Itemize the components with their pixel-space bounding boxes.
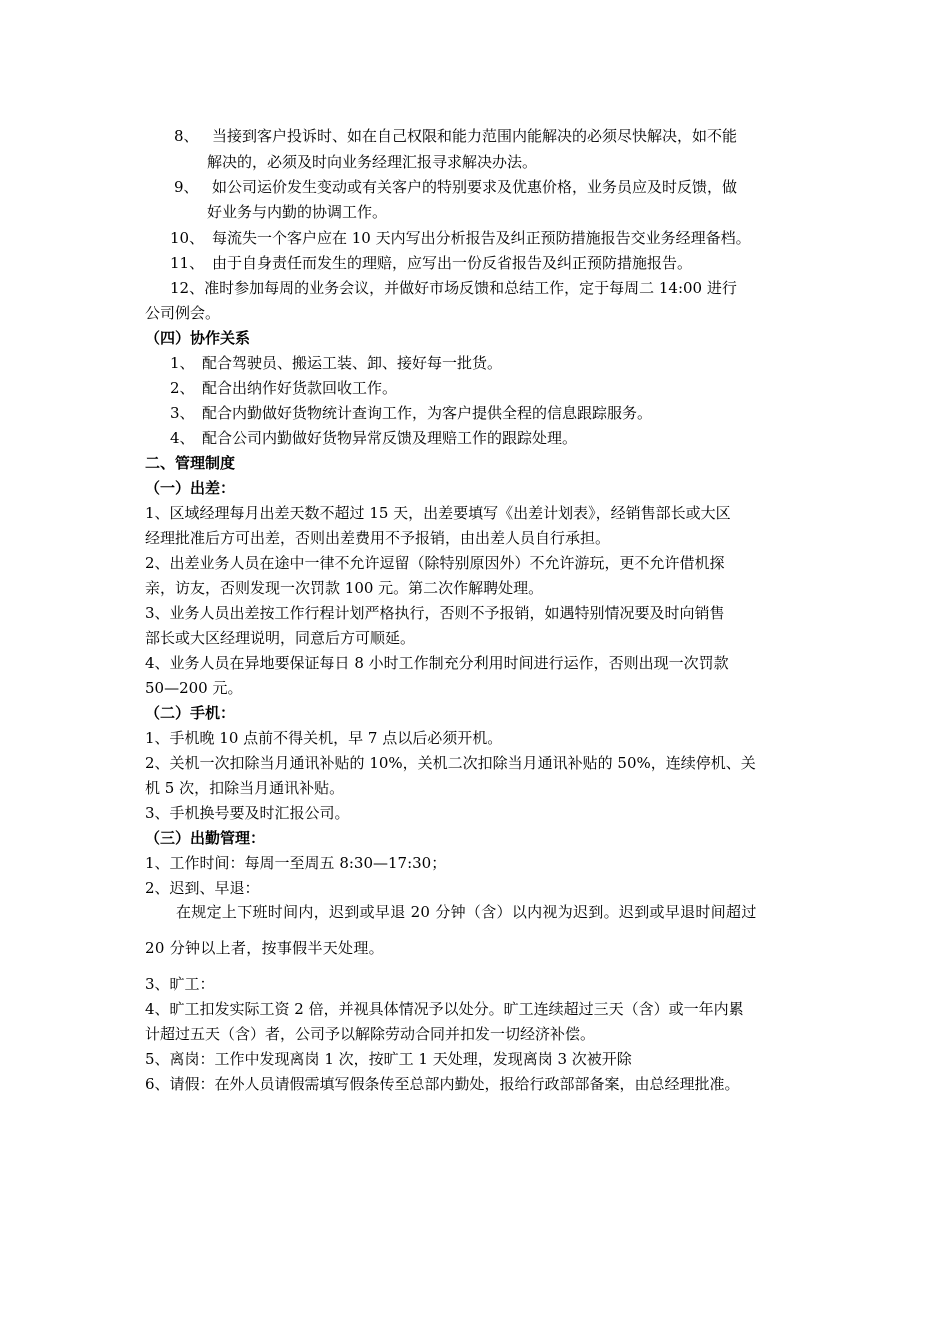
item-text: 如公司运价发生变动或有关客户的特别要求及优惠价格，业务员应及时反馈，做 bbox=[212, 178, 738, 196]
attendance-rule-5: 5、离岗：工作中发现离岗 1 次，按旷工 1 天处理，发现离岗 3 次被开除 bbox=[145, 1050, 632, 1068]
travel-rule-4-cont: 50—200 元。 bbox=[145, 679, 243, 697]
duty-item-12-cont: 公司例会。 bbox=[145, 304, 221, 322]
item-text: 配合出纳作好货款回收工作。 bbox=[202, 379, 398, 397]
phone-rule-2: 2、关机一次扣除当月通讯补贴的 10%，关机二次扣除当月通讯补贴的 50%，连续停机、关 bbox=[145, 754, 756, 772]
item-text: 当接到客户投诉时、如在自己权限和能力范围内能解决的必须尽快解决，如不能 bbox=[212, 127, 738, 145]
travel-rule-1: 1、区域经理每月出差天数不超过 15 天，出差要填写《出差计划表》，经销售部长或大区 bbox=[145, 504, 731, 522]
attendance-rule-2: 2、迟到、早退： bbox=[145, 879, 260, 897]
item-number: 9、 bbox=[174, 178, 199, 196]
travel-rule-2: 2、出差业务人员在途中一律不允许逗留（除特别原因外）不允许游玩，更不允许借机探 bbox=[145, 554, 725, 572]
attendance-rule-3: 3、旷工： bbox=[145, 975, 215, 993]
attendance-rule-2-body-cont: 20 分钟以上者，按事假半天处理。 bbox=[145, 939, 384, 957]
management-heading: 二、管理制度 bbox=[145, 454, 236, 472]
travel-rule-4: 4、业务人员在异地要保证每日 8 小时工作制充分利用时间进行运作，否则出现一次罚款 bbox=[145, 654, 729, 672]
attendance-rule-4-cont: 计超过五天（含）者，公司予以解除劳动合同并扣发一切经济补偿。 bbox=[145, 1025, 596, 1043]
duty-item-9-cont: 好业务与内勤的协调工作。 bbox=[207, 203, 388, 221]
item-text: 由于自身责任而发生的理赔，应写出一份反省报告及纠正预防措施报告。 bbox=[212, 254, 693, 272]
duty-item-8 bbox=[174, 126, 737, 146]
attendance-heading: （三）出勤管理： bbox=[145, 829, 266, 847]
item-number: 8、 bbox=[174, 127, 199, 145]
cooperation-heading: （四）协作关系 bbox=[145, 329, 251, 347]
item-number: 4、 bbox=[170, 429, 195, 447]
item-text: 配合公司内勤做好货物异常反馈及理赔工作的跟踪处理。 bbox=[202, 429, 578, 447]
duty-item-10 bbox=[170, 228, 751, 248]
cooperation-item-1 bbox=[170, 353, 502, 373]
travel-rule-2-cont: 亲，访友，否则发现一次罚款 100 元。第二次作解聘处理。 bbox=[145, 579, 544, 597]
item-number: 10、 bbox=[170, 229, 205, 247]
travel-heading: （一）出差： bbox=[145, 479, 236, 497]
duty-item-9 bbox=[174, 177, 737, 197]
travel-rule-3-cont: 部长或大区经理说明，同意后方可顺延。 bbox=[145, 629, 416, 647]
travel-rule-1-cont: 经理批准后方可出差，否则出差费用不予报销，由出差人员自行承担。 bbox=[145, 529, 611, 547]
phone-heading: （二）手机： bbox=[145, 704, 236, 722]
item-number: 1、 bbox=[170, 354, 195, 372]
attendance-rule-2-body: 在规定上下班时间内，迟到或早退 20 分钟（含）以内视为迟到。迟到或早退时间超过 bbox=[176, 903, 757, 921]
duty-item-8-cont: 解决的，必须及时向业务经理汇报寻求解决办法。 bbox=[207, 153, 538, 171]
attendance-rule-4: 4、旷工扣发实际工资 2 倍，并视具体情况予以处分。旷工连续超过三天（含）或一年内累 bbox=[145, 1000, 744, 1018]
item-number: 2、 bbox=[170, 379, 195, 397]
item-number: 3、 bbox=[170, 404, 195, 422]
item-text: 配合驾驶员、搬运工装、卸、接好每一批货。 bbox=[202, 354, 503, 372]
cooperation-item-4 bbox=[170, 428, 577, 448]
item-text: 配合内勤做好货物统计查询工作，为客户提供全程的信息跟踪服务。 bbox=[202, 404, 653, 422]
attendance-rule-1: 1、工作时间：每周一至周五 8:30—17:30； bbox=[145, 854, 447, 872]
phone-rule-2-cont: 机 5 次，扣除当月通讯补贴。 bbox=[145, 779, 345, 797]
cooperation-item-3 bbox=[170, 403, 652, 423]
item-text: 每流失一个客户应在 10 天内写出分析报告及纠正预防措施报告交业务经理备档。 bbox=[212, 229, 751, 247]
attendance-rule-6: 6、请假：在外人员请假需填写假条传至总部内勤处，报给行政部部备案，由总经理批准。 bbox=[145, 1075, 740, 1093]
duty-item-12: 12、准时参加每周的业务会议，并做好市场反馈和总结工作，定于每周二 14:00 进行 bbox=[170, 279, 737, 297]
travel-rule-3: 3、业务人员出差按工作行程计划严格执行，否则不予报销，如遇特别情况要及时向销售 bbox=[145, 604, 725, 622]
phone-rule-3: 3、手机换号要及时汇报公司。 bbox=[145, 804, 350, 822]
duty-item-11 bbox=[170, 253, 692, 273]
item-number: 11、 bbox=[170, 254, 205, 272]
cooperation-item-2 bbox=[170, 378, 397, 398]
phone-rule-1: 1、手机晚 10 点前不得关机，早 7 点以后必须开机。 bbox=[145, 729, 503, 747]
